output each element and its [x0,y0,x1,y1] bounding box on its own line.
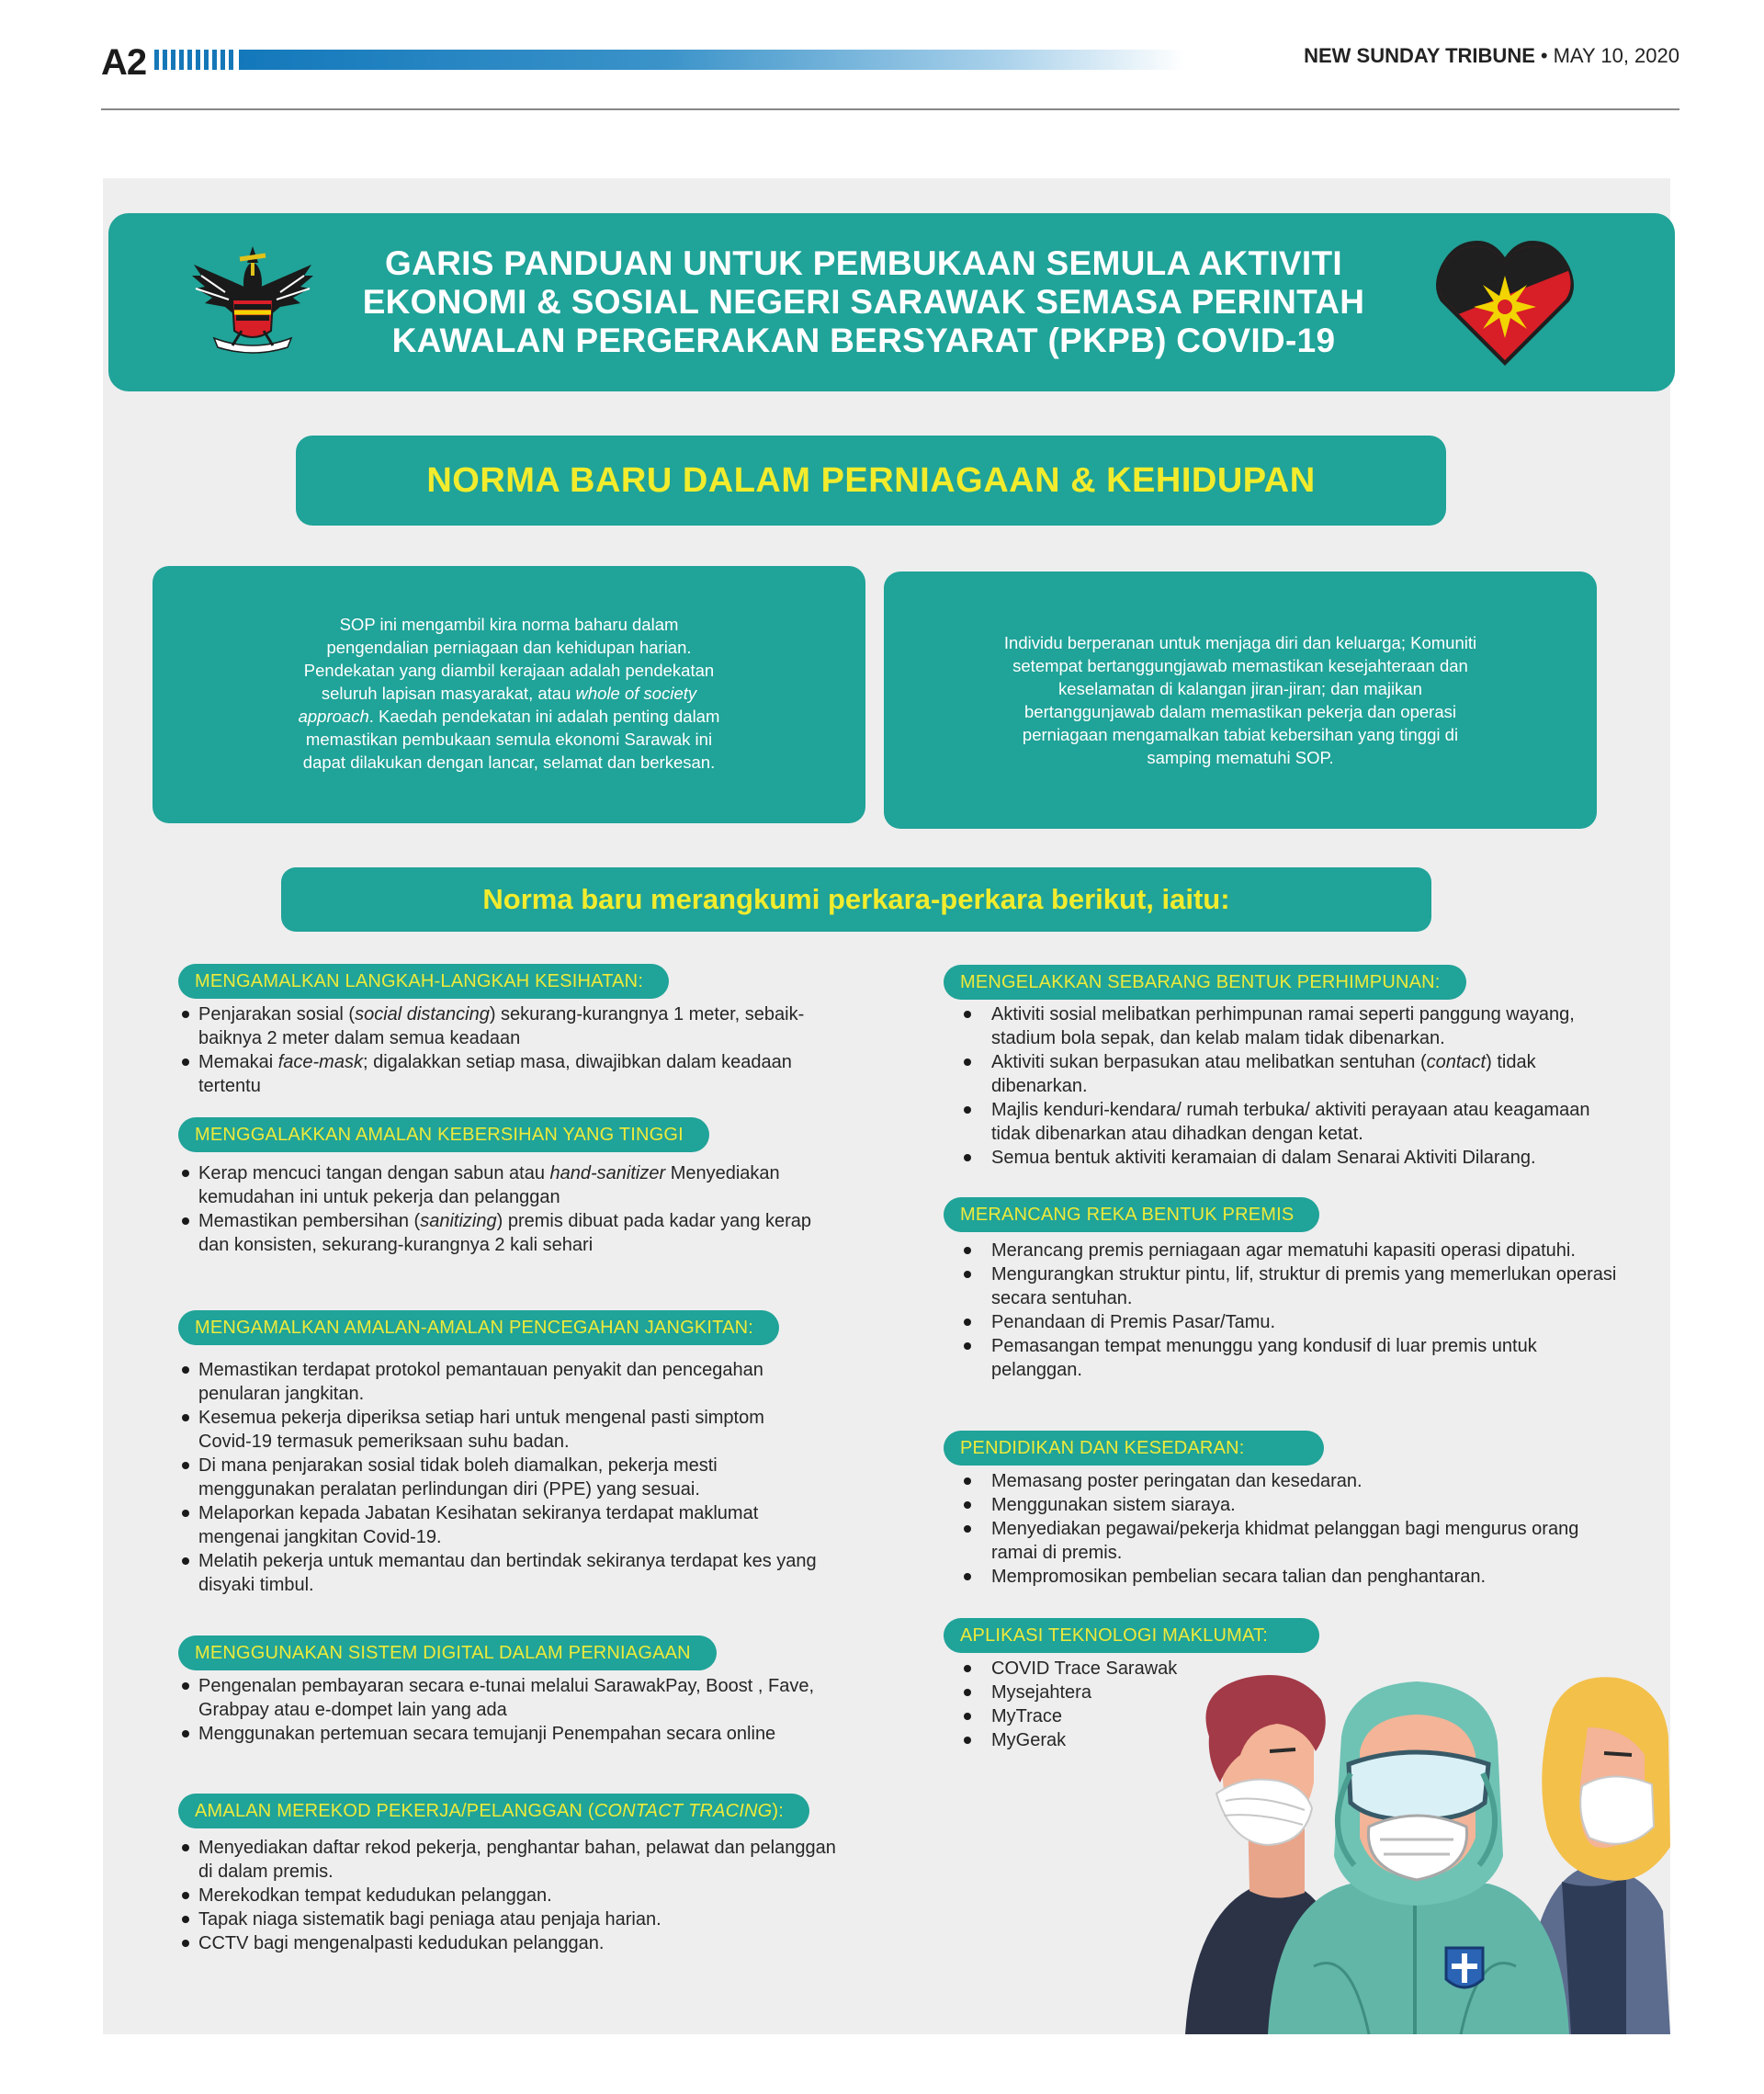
info-box-roles [884,572,1597,829]
publication-line [1304,44,1679,68]
sarawak-flag-heart-icon [1435,241,1575,368]
list-item: Pemasangan tempat menunggu yang kondusif di luar premis untuk pelanggan. [944,1334,1623,1382]
section-heading: MERANCANG REKA BENTUK PREMIS [944,1197,1319,1232]
list-item: Memastikan terdapat protokol pemantauan penyakit dan pencegahan penularan jangkitan. [178,1358,821,1406]
list-item: MyTrace [944,1704,1623,1728]
list-item: Majlis kenduri-kendara/ rumah terbuka/ aktiviti perayaan atau keagamaan tidak dibenarkan atau dihadkan dengan ketat. [944,1098,1623,1146]
list-item: Mysejahtera [944,1681,1623,1704]
section-list [178,1674,821,1746]
list-item: Penandaan di Premis Pasar/Tamu. [944,1310,1623,1334]
info-text-italic: whole of society approach [298,683,697,726]
masthead [101,40,1679,114]
list-item: Kesemua pekerja diperiksa setiap hari untuk mengenal pasti simptom Covid-19 termasuk pemeriksaan suhu badan. [178,1406,821,1454]
list-item: Aktiviti sosial melibatkan perhimpunan ramai seperti panggung wayang, stadium bola sepak, dan kelab malam tidak dibenarkan. [944,1002,1623,1050]
page-number: A2 [101,42,147,83]
section-heading: MENGAMALKAN LANGKAH-LANGKAH KESIHATAN: [178,964,669,999]
list-item: COVID Trace Sarawak [944,1657,1623,1681]
section-list [178,1002,821,1098]
list-item: Merekodkan tempat kedudukan pelanggan. [178,1884,840,1907]
list-item: Melatih pekerja untuk memantau dan bertindak sekiranya terdapat kes yang disyaki timbul. [178,1549,821,1597]
section-heading: MENGELAKKAN SEBARANG BENTUK PERHIMPUNAN: [944,965,1466,1000]
info-box-roles-text: Individu berperanan untuk menjaga diri dan keluarga; Komuniti setempat bertanggungjawab memastikan kesejahteraan dan keselamatan di kalangan jiran-jiran; dan majikan bertanggunjawab dalam memastikan pekerja dan operasi perniagaan mengamalkan tabiat kebersihan yang tinggi di samping mematuhi SOP. [1003,633,1477,767]
section-heading: MENGGALAKKAN AMALAN KEBERSIHAN YANG TINGGI [178,1117,709,1152]
section-merekod [178,1794,840,1955]
section-premis [944,1197,1623,1382]
section-heading: AMALAN MEREKOD PEKERJA/PELANGGAN (CONTACT TRACING): [178,1794,809,1828]
list-item: Menggunakan pertemuan secara temujanji Penempahan secara online [178,1722,821,1746]
masked-people-illustration [1167,1672,1670,2034]
section-list [944,1469,1623,1589]
list-item: Menggunakan sistem siaraya. [944,1493,1623,1517]
section-heading: PENDIDIKAN DAN KESEDARAN: [944,1431,1324,1466]
title-text [322,244,1406,360]
section-pendidikan [944,1431,1623,1589]
list-item: Aktiviti sukan berpasukan atau melibatkan sentuhan (contact) tidak dibenarkan. [944,1050,1623,1098]
list-item: Melaporkan kepada Jabatan Kesihatan sekiranya terdapat maklumat mengenai jangkitan Covid-19. [178,1501,821,1549]
section-list [178,1358,821,1597]
section-list [178,1836,840,1955]
section-heading: MENGGUNAKAN SISTEM DIGITAL DALAM PERNIAGAAN [178,1636,717,1670]
list-item: Penjarakan sosial (social distancing) sekurang-kurangnya 1 meter, sebaik-baiknya 2 meter dalam semua keadaan [178,1002,821,1050]
list-item: Memakai face-mask; digalakkan setiap masa, diwajibkan dalam keadaan tertentu [178,1050,821,1098]
list-item: Menyediakan daftar rekod pekerja, penghantar bahan, pelawat dan pelanggan di dalam premis. [178,1836,840,1884]
list-item: Merancang premis perniagaan agar mematuhi kapasiti operasi dipatuhi. [944,1239,1623,1262]
section-perhimpunan [944,965,1623,1170]
title-line-1: GARIS PANDUAN UNTUK PEMBUKAAN SEMULA AKTIVITI [385,244,1342,282]
info-box-sop [153,566,865,823]
publication-name: NEW SUNDAY TRIBUNE [1304,44,1535,67]
list-item: Semua bentuk aktiviti keramaian di dalam Senarai Aktiviti Dilarang. [944,1146,1623,1170]
section-list [944,1002,1623,1170]
list-item: Mempromosikan pembelian secara talian dan penghantaran. [944,1565,1623,1589]
list-item: MyGerak [944,1728,1623,1752]
list-item: Memastikan pembersihan (sanitizing) premis dibuat pada kadar yang kerap dan konsisten, sekurang-kurangnya 2 kali sehari [178,1209,821,1257]
section-kebersihan [178,1117,821,1257]
sarawak-coat-of-arms-icon [188,235,317,364]
masthead-blue-bar [239,50,1185,70]
info-text-part: SOP ini mengambil kira norma baharu dalam pengendalian perniagaan dan kehidupan harian. Pendekatan yang diambil kerajaan adalah pendekatan seluruh lapisan masyarakat, atau [303,614,715,703]
section-digital [178,1636,821,1746]
list-item: CCTV bagi mengenalpasti kedudukan pelanggan. [178,1931,840,1955]
header-rule [101,108,1679,110]
section-heading: APLIKASI TEKNOLOGI MAKLUMAT: [944,1618,1319,1653]
info-text-part: . Kaedah pendekatan ini adalah penting dalam memastikan pembukaan semula ekonomi Sarawak ini dapat dilakukan dengan lancar, selamat dan berkesan. [302,706,720,772]
masthead-stripes [154,50,237,70]
section-list [944,1239,1623,1382]
list-item: Tapak niaga sistematik bagi peniaga atau penjaja harian. [178,1907,840,1931]
norma-baru-heading: NORMA BARU DALAM PERNIAGAAN & KEHIDUPAN [296,436,1446,526]
list-item: Di mana penjarakan sosial tidak boleh diamalkan, pekerja mesti menggunakan peralatan perlindungan diri (PPE) yang sesuai. [178,1454,821,1501]
list-item: Kerap mencuci tangan dengan sabun atau hand-sanitizer Menyediakan kemudahan ini untuk pekerja dan pelanggan [178,1161,821,1209]
publication-date: MAY 10, 2020 [1553,44,1679,67]
separator-dot: • [1540,44,1548,67]
list-item: Pengenalan pembayaran secara e-tunai melalui SarawakPay, Boost , Fave, Grabpay atau e-dompet lain yang ada [178,1674,821,1722]
norma-list-heading: Norma baru merangkumi perkara-perkara berikut, iaitu: [281,867,1431,932]
section-pencegahan [178,1310,821,1597]
list-item: Menyediakan pegawai/pekerja khidmat pelanggan bagi mengurus orang ramai di premis. [944,1517,1623,1565]
title-line-2: EKONOMI & SOSIAL NEGERI SARAWAK SEMASA PERINTAH [362,283,1365,321]
title-line-3: KAWALAN PERGERAKAN BERSYARAT (PKPB) COVID-19 [391,322,1336,359]
list-item: Mengurangkan struktur pintu, lif, struktur di premis yang memerlukan operasi secara sentuhan. [944,1262,1623,1310]
section-kesihatan [178,964,821,1098]
list-item: Memasang poster peringatan dan kesedaran. [944,1469,1623,1493]
info-box-sop-text [290,613,728,774]
section-heading: MENGAMALKAN AMALAN-AMALAN PENCEGAHAN JANGKITAN: [178,1310,779,1345]
section-list [178,1161,821,1257]
